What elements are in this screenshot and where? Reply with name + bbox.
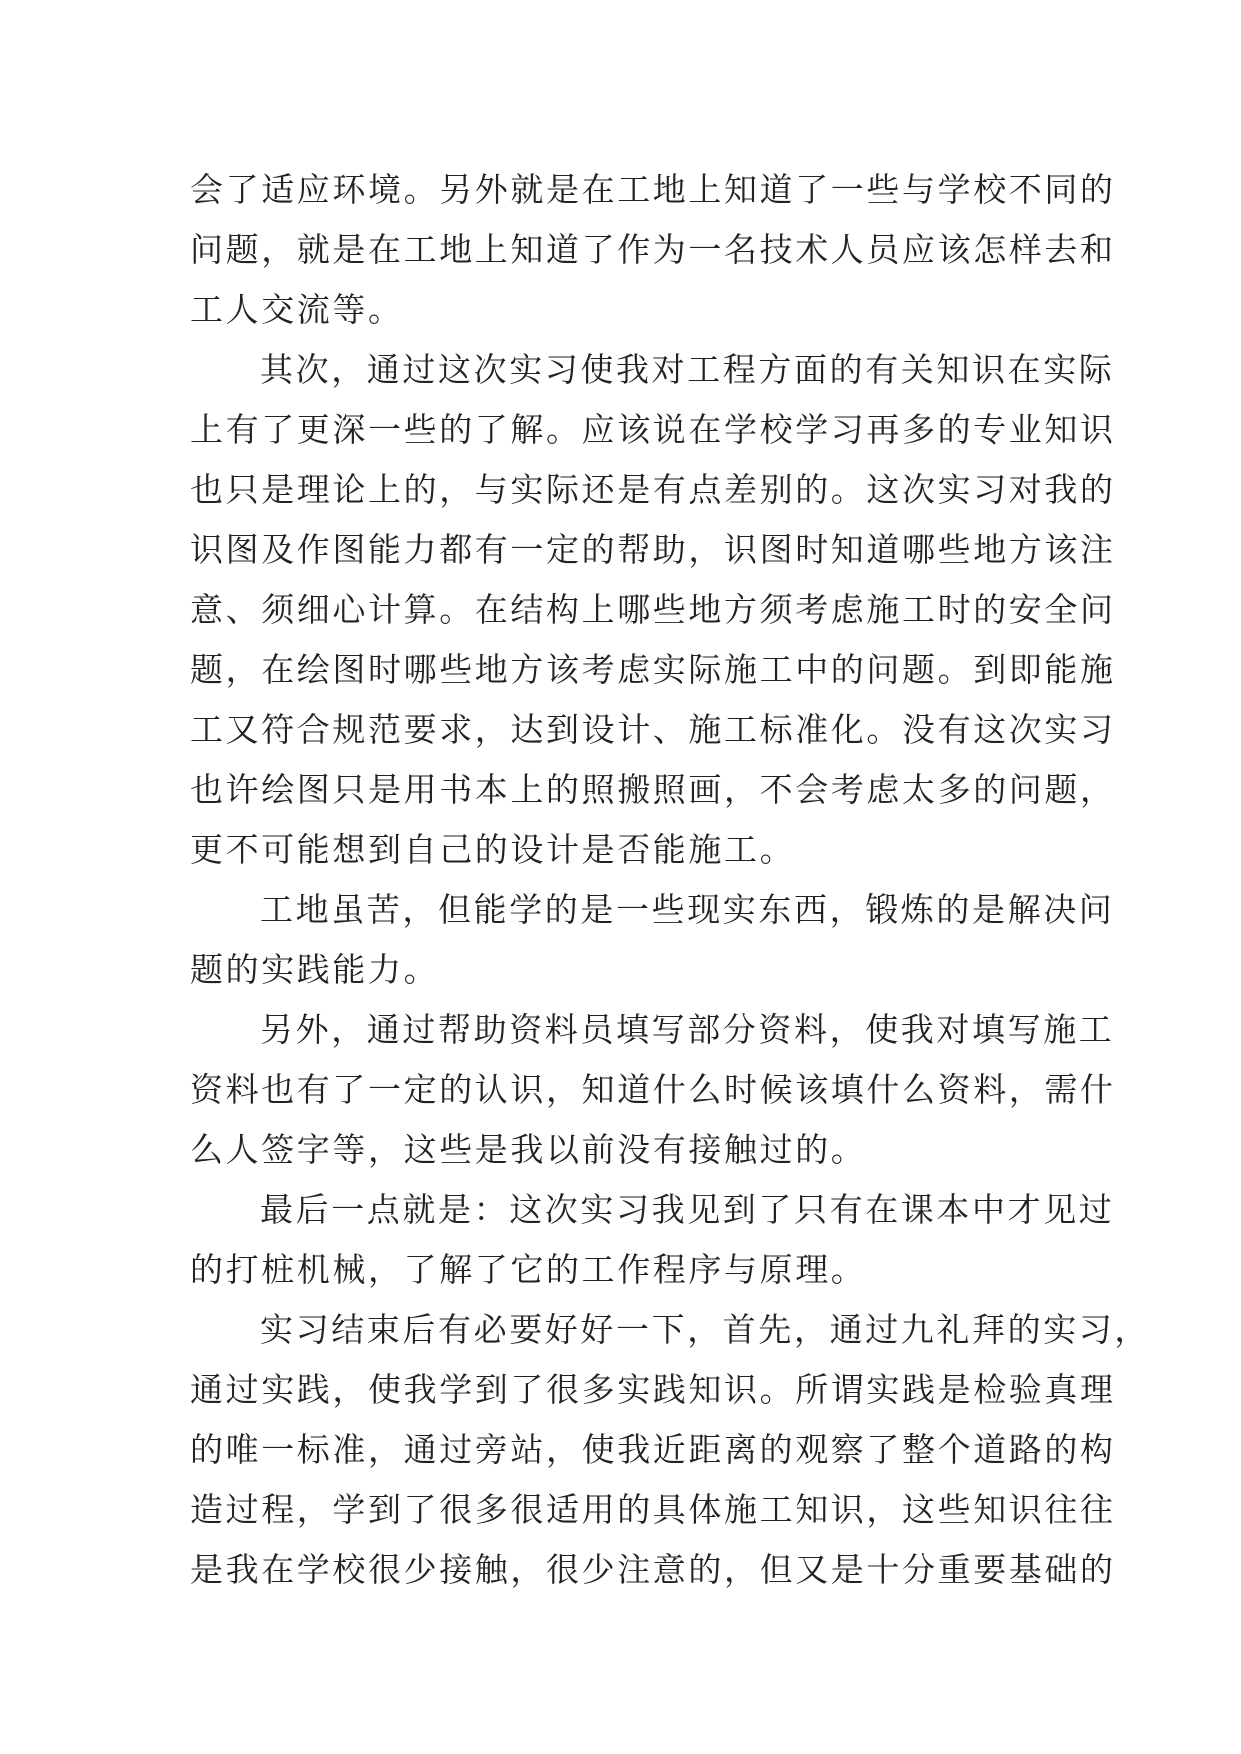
paragraph-first-line: 工地虽苦，但能学的是一些现实东西，锻炼的是解决问 (260, 890, 1115, 929)
text-line: 意、须细心计算。在结构上哪些地方须考虑施工时的安全问 (190, 590, 1116, 629)
text-line: 通过实践，使我学到了很多实践知识。所谓实践是检验真理 (190, 1370, 1116, 1409)
text-line: 问题，就是在工地上知道了作为一名技术人员应该怎样去和 (190, 230, 1116, 269)
text-line: 会了适应环境。另外就是在工地上知道了一些与学校不同的 (190, 170, 1116, 209)
text-line: 的唯一标准，通过旁站，使我近距离的观察了整个道路的构 (190, 1430, 1116, 1469)
paragraph-first-line: 其次，通过这次实习使我对工程方面的有关知识在实际 (260, 350, 1115, 389)
paragraph-first-line: 实习结束后有必要好好一下，首先，通过九礼拜的实习， (260, 1310, 1150, 1349)
paragraph-first-line: 另外，通过帮助资料员填写部分资料，使我对填写施工 (260, 1010, 1115, 1049)
text-line: 题，在绘图时哪些地方该考虑实际施工中的问题。到即能施 (190, 650, 1116, 689)
text-line: 么人签字等，这些是我以前没有接触过的。 (190, 1130, 867, 1169)
document-body (190, 160, 1150, 1600)
text-line: 造过程，学到了很多很适用的具体施工知识，这些知识往往 (190, 1490, 1116, 1529)
text-line: 上有了更深一些的了解。应该说在学校学习再多的专业知识 (190, 410, 1116, 449)
text-line: 也只是理论上的，与实际还是有点差别的。这次实习对我的 (190, 470, 1116, 509)
text-line: 识图及作图能力都有一定的帮助，识图时知道哪些地方该注 (190, 530, 1116, 569)
text-line: 工人交流等。 (190, 290, 404, 329)
text-line: 更不可能想到自己的设计是否能施工。 (190, 830, 796, 869)
text-line: 的打桩机械，了解了它的工作程序与原理。 (190, 1250, 867, 1289)
text-line: 工又符合规范要求，达到设计、施工标准化。没有这次实习 (190, 710, 1116, 749)
text-line: 资料也有了一定的认识，知道什么时候该填什么资料，需什 (190, 1070, 1116, 1109)
text-line: 也许绘图只是用书本上的照搬照画，不会考虑太多的问题， (190, 770, 1116, 809)
paragraph-first-line: 最后一点就是：这次实习我见到了只有在课本中才见过 (260, 1190, 1115, 1229)
text-line: 题的实践能力。 (190, 950, 440, 989)
text-line: 是我在学校很少接触，很少注意的，但又是十分重要基础的 (190, 1550, 1116, 1589)
